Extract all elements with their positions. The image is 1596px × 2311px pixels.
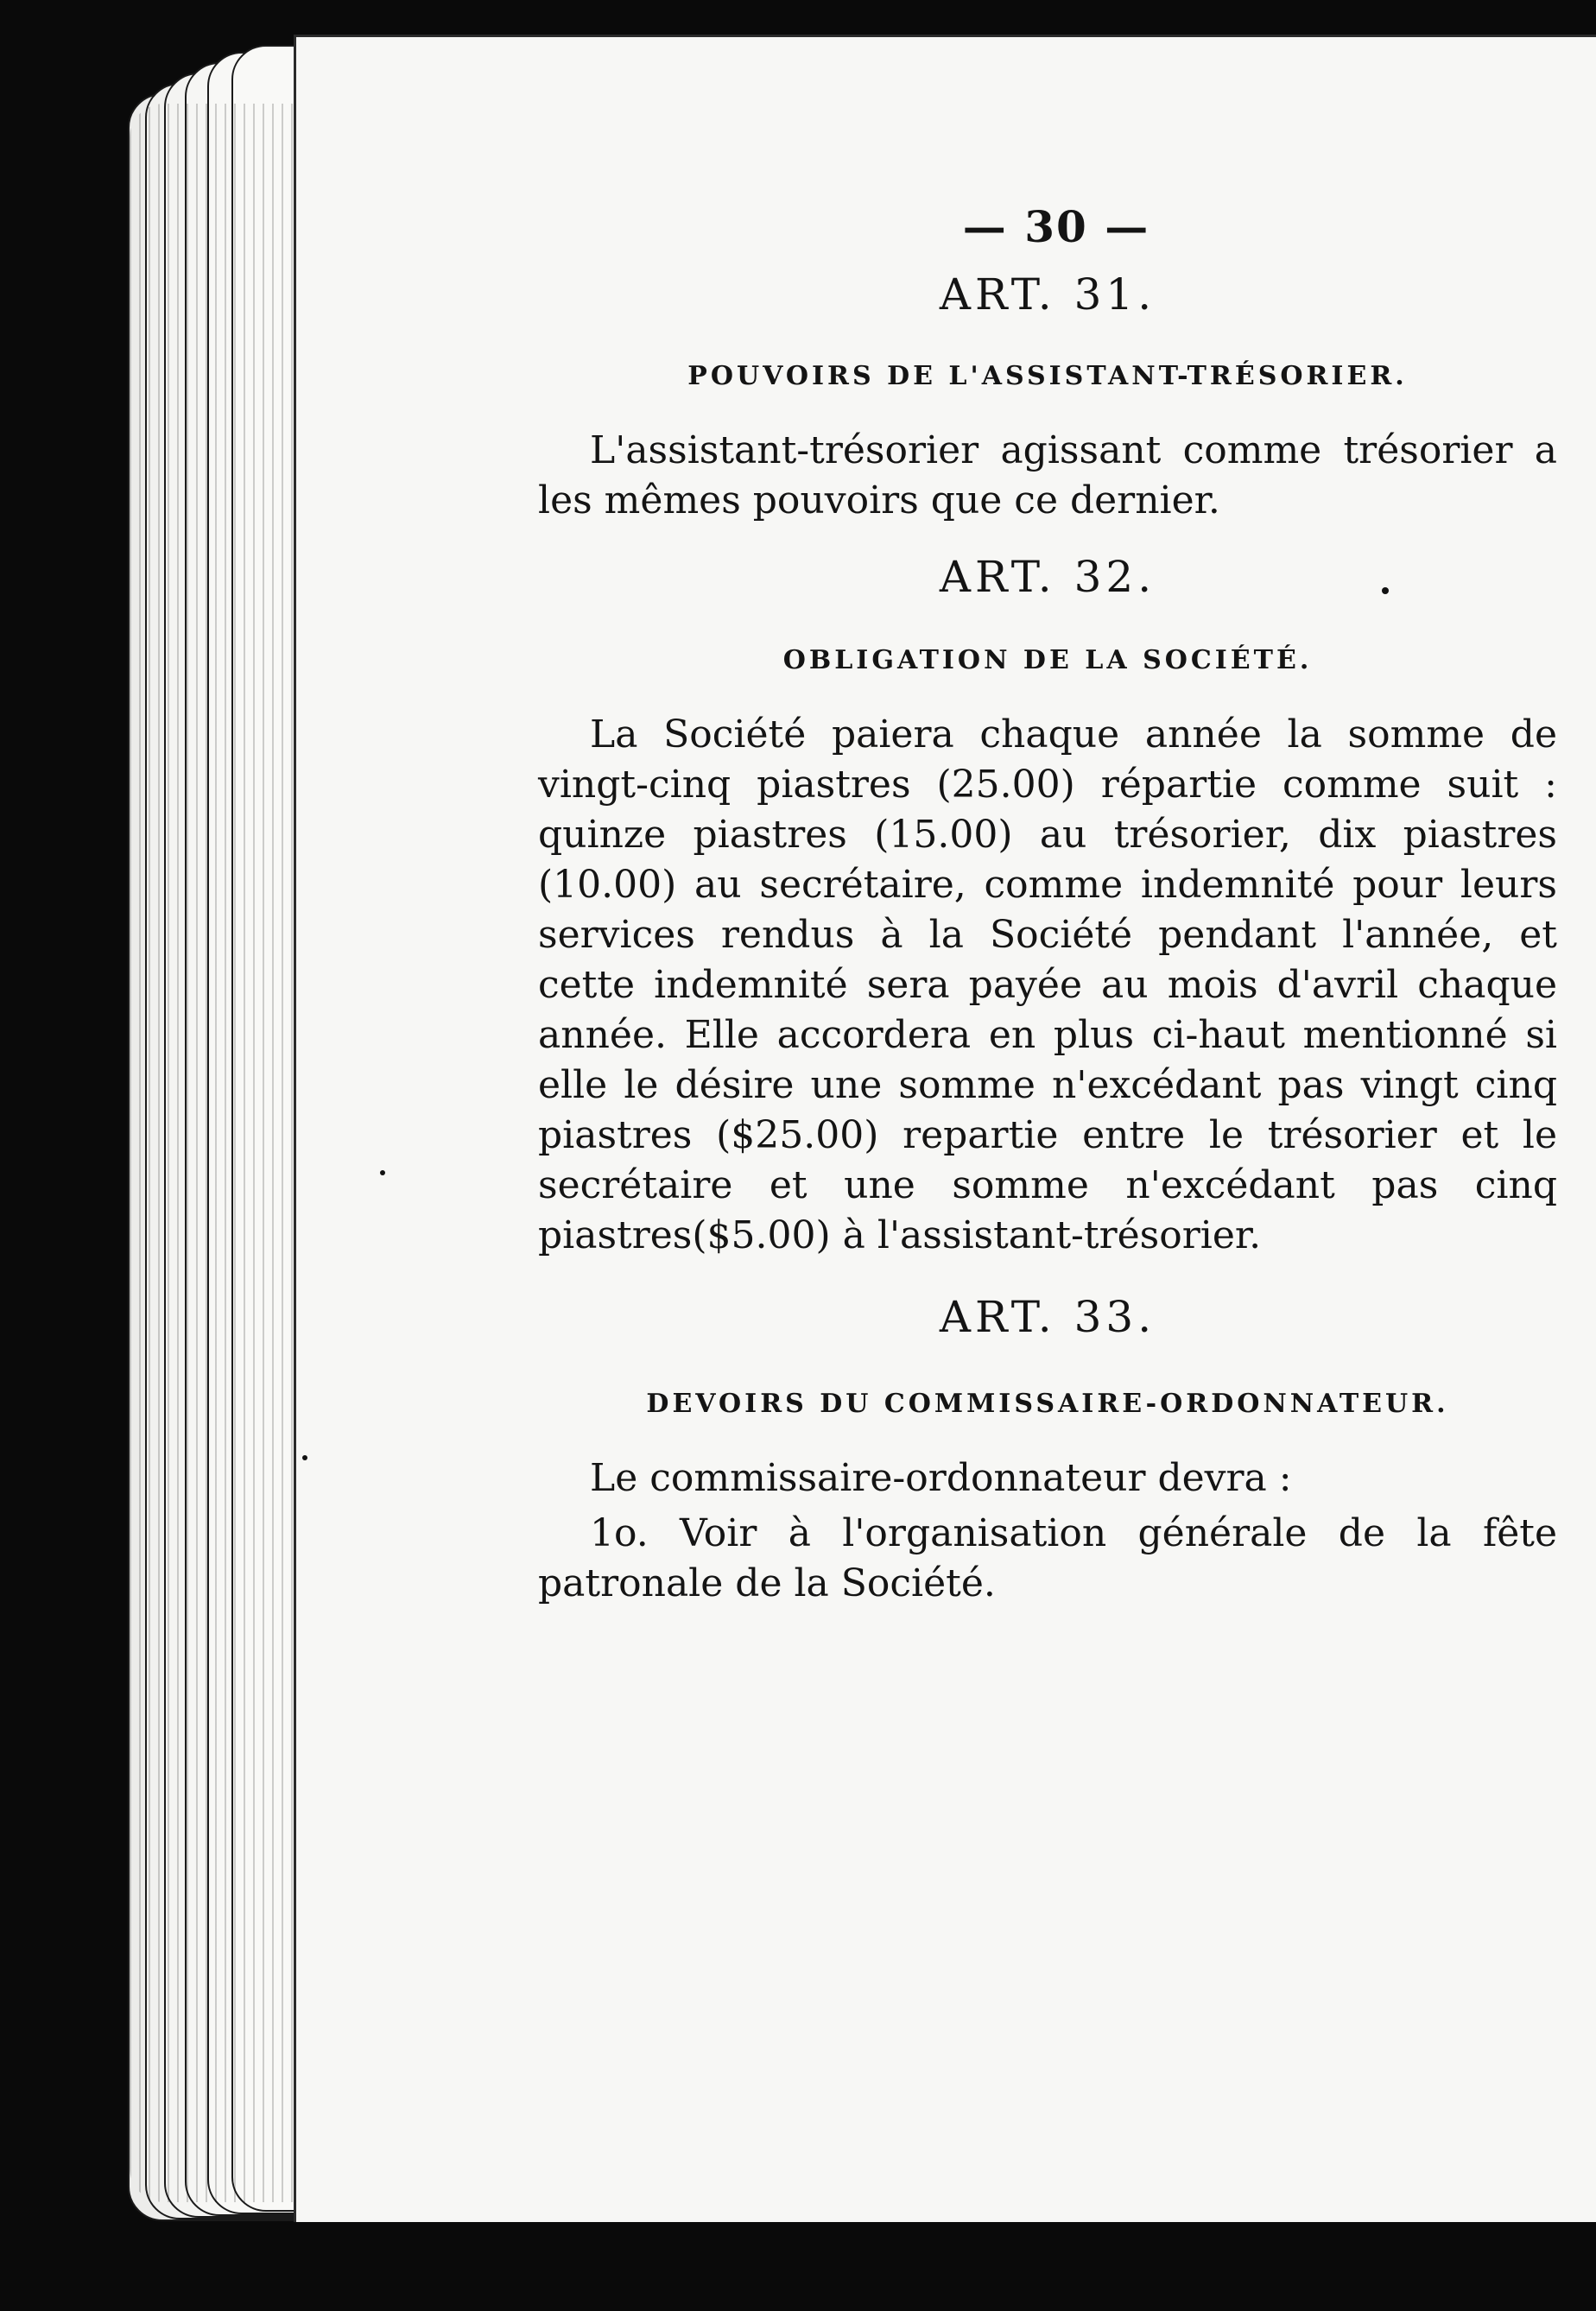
article-32	[538, 552, 1557, 1261]
article-paragraph: La Société paiera chaque année la somme de vingt-cinq piastres (25.00) répartie comme suit : quinze piastres (15.00) au trésorier, dix piastres (10.00) au secrétaire, comme indemnité pour leurs services rendus à la Société pendant l'année, et cette indemnité sera payée au mois d'avril chaque année. Elle accordera en plus ci-haut mentionné si elle le désire une somme n'excédant pas vingt cinq piastres ($25.00) repartie entre le trésorier et le secrétaire et une somme n'excédant pas cinq piastres($5.00) à l'assistant-trésorier.	[538, 712, 1557, 1257]
article-paragraph: L'assistant-trésorier agissant comme trésorier a les mêmes pouvoirs que ce dernier.	[538, 428, 1557, 522]
article-31	[538, 269, 1557, 526]
article-paragraph: 1o. Voir à l'organisation générale de la fête patronale de la Société.	[538, 1511, 1557, 1605]
article-title: DEVOIRS DU COMMISSAIRE-ORDONNATEUR.	[646, 1389, 1449, 1419]
dust-speck	[1382, 587, 1389, 594]
article-heading: ART. 31.	[939, 269, 1156, 320]
article-paragraph: Le commissaire-ordonnateur devra :	[590, 1456, 1292, 1500]
dust-speck	[380, 1170, 385, 1175]
article-title: OBLIGATION DE LA SOCIÉTÉ.	[782, 645, 1313, 675]
page-content	[538, 201, 1557, 1609]
article-heading: ART. 32.	[939, 552, 1156, 602]
dust-speck	[302, 1455, 307, 1460]
article-title: POUVOIRS DE L'ASSISTANT-TRÉSORIER.	[687, 361, 1408, 391]
article-heading: ART. 33.	[939, 1292, 1156, 1342]
page-number: — 30 —	[962, 201, 1150, 252]
book-page	[294, 35, 1596, 2222]
article-33	[538, 1292, 1557, 1609]
